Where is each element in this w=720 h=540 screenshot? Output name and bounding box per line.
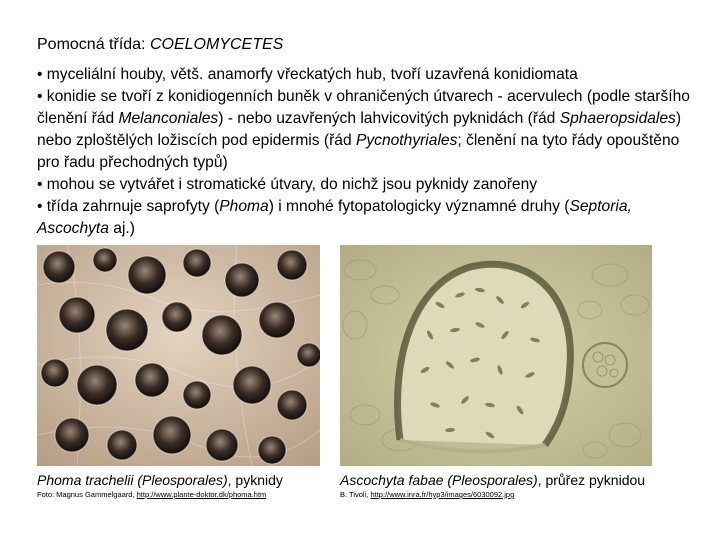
title-name: COELOMYCETES — [149, 36, 284, 53]
bullet-4-text-e: aj.) — [108, 220, 135, 237]
bullet-2-text-e: ) nebo zploštělých ložiscích pod epidermis (řád — [37, 110, 682, 149]
bullet-2-text-a: • konidie se tvoří z konidiogenních buněk v ohraničených útvarech - acervulech (podle staršího členění řád — [37, 88, 690, 127]
right-caption — [340, 472, 645, 488]
bullet-4-genera: Septoria, Ascochyta — [37, 198, 632, 237]
bullet-3: • mohou se vytvářet i stromatické útvary, do nichž jsou pyknidy zanořeny — [37, 176, 538, 193]
bullet-1: • myceliální houby, větš. anamorfy vřeckatých hub, tvoří uzavřená konidiomata — [37, 66, 578, 83]
right-photo-credit — [340, 490, 514, 499]
bullet-4-text-c: ) i mnohé fytopatologicky významné druhy ( — [268, 198, 570, 215]
bullet-2-order-1: Melanconiales — [118, 110, 219, 127]
bullet-list — [37, 64, 697, 240]
left-credit-text: Foto: Magnus Gammelgaard, — [37, 490, 137, 499]
bullet-2-text-g: ; členění na tyto řády opouštěno pro řadu přechodných typů) — [37, 132, 680, 171]
ascochyta-section-photo — [340, 245, 652, 466]
bullet-2-order-3: Pycnothyriales — [355, 132, 458, 149]
left-credit-link[interactable]: http://www.plante-doktor.dk/phoma.htm — [136, 490, 267, 499]
bullet-2 — [37, 86, 697, 174]
right-credit-link[interactable]: http://www.inra.fr/hyp3/images/6030092.jpg — [370, 490, 515, 499]
left-caption-species: Phoma trachelii (Pleosporales) — [37, 472, 228, 488]
right-credit-text: B. Tivoli, — [340, 490, 371, 499]
bullet-2-text-c: ) - nebo uzavřených lahvicovitých pyknidách (řád — [218, 110, 560, 127]
phoma-pycnidia-photo — [37, 245, 320, 466]
title-prefix: Pomocná třída: — [37, 36, 150, 53]
left-photo-credit — [37, 490, 266, 499]
left-caption — [37, 472, 283, 488]
bullet-4 — [37, 196, 697, 240]
bullet-2-order-2: Sphaeropsidales — [559, 110, 676, 127]
bullet-4-genus-phoma: Phoma — [219, 198, 269, 215]
right-caption-rest: , průřez pyknidou — [537, 472, 646, 488]
right-caption-species: Ascochyta fabae (Pleosporales) — [340, 472, 538, 488]
left-caption-rest: , pyknidy — [227, 472, 283, 488]
ascochyta-section-image — [340, 245, 652, 466]
bullet-4-text-a: • třída zahrnuje saprofyty ( — [37, 198, 220, 215]
phoma-pycnidia-image — [37, 245, 320, 466]
slide-title — [37, 36, 283, 54]
